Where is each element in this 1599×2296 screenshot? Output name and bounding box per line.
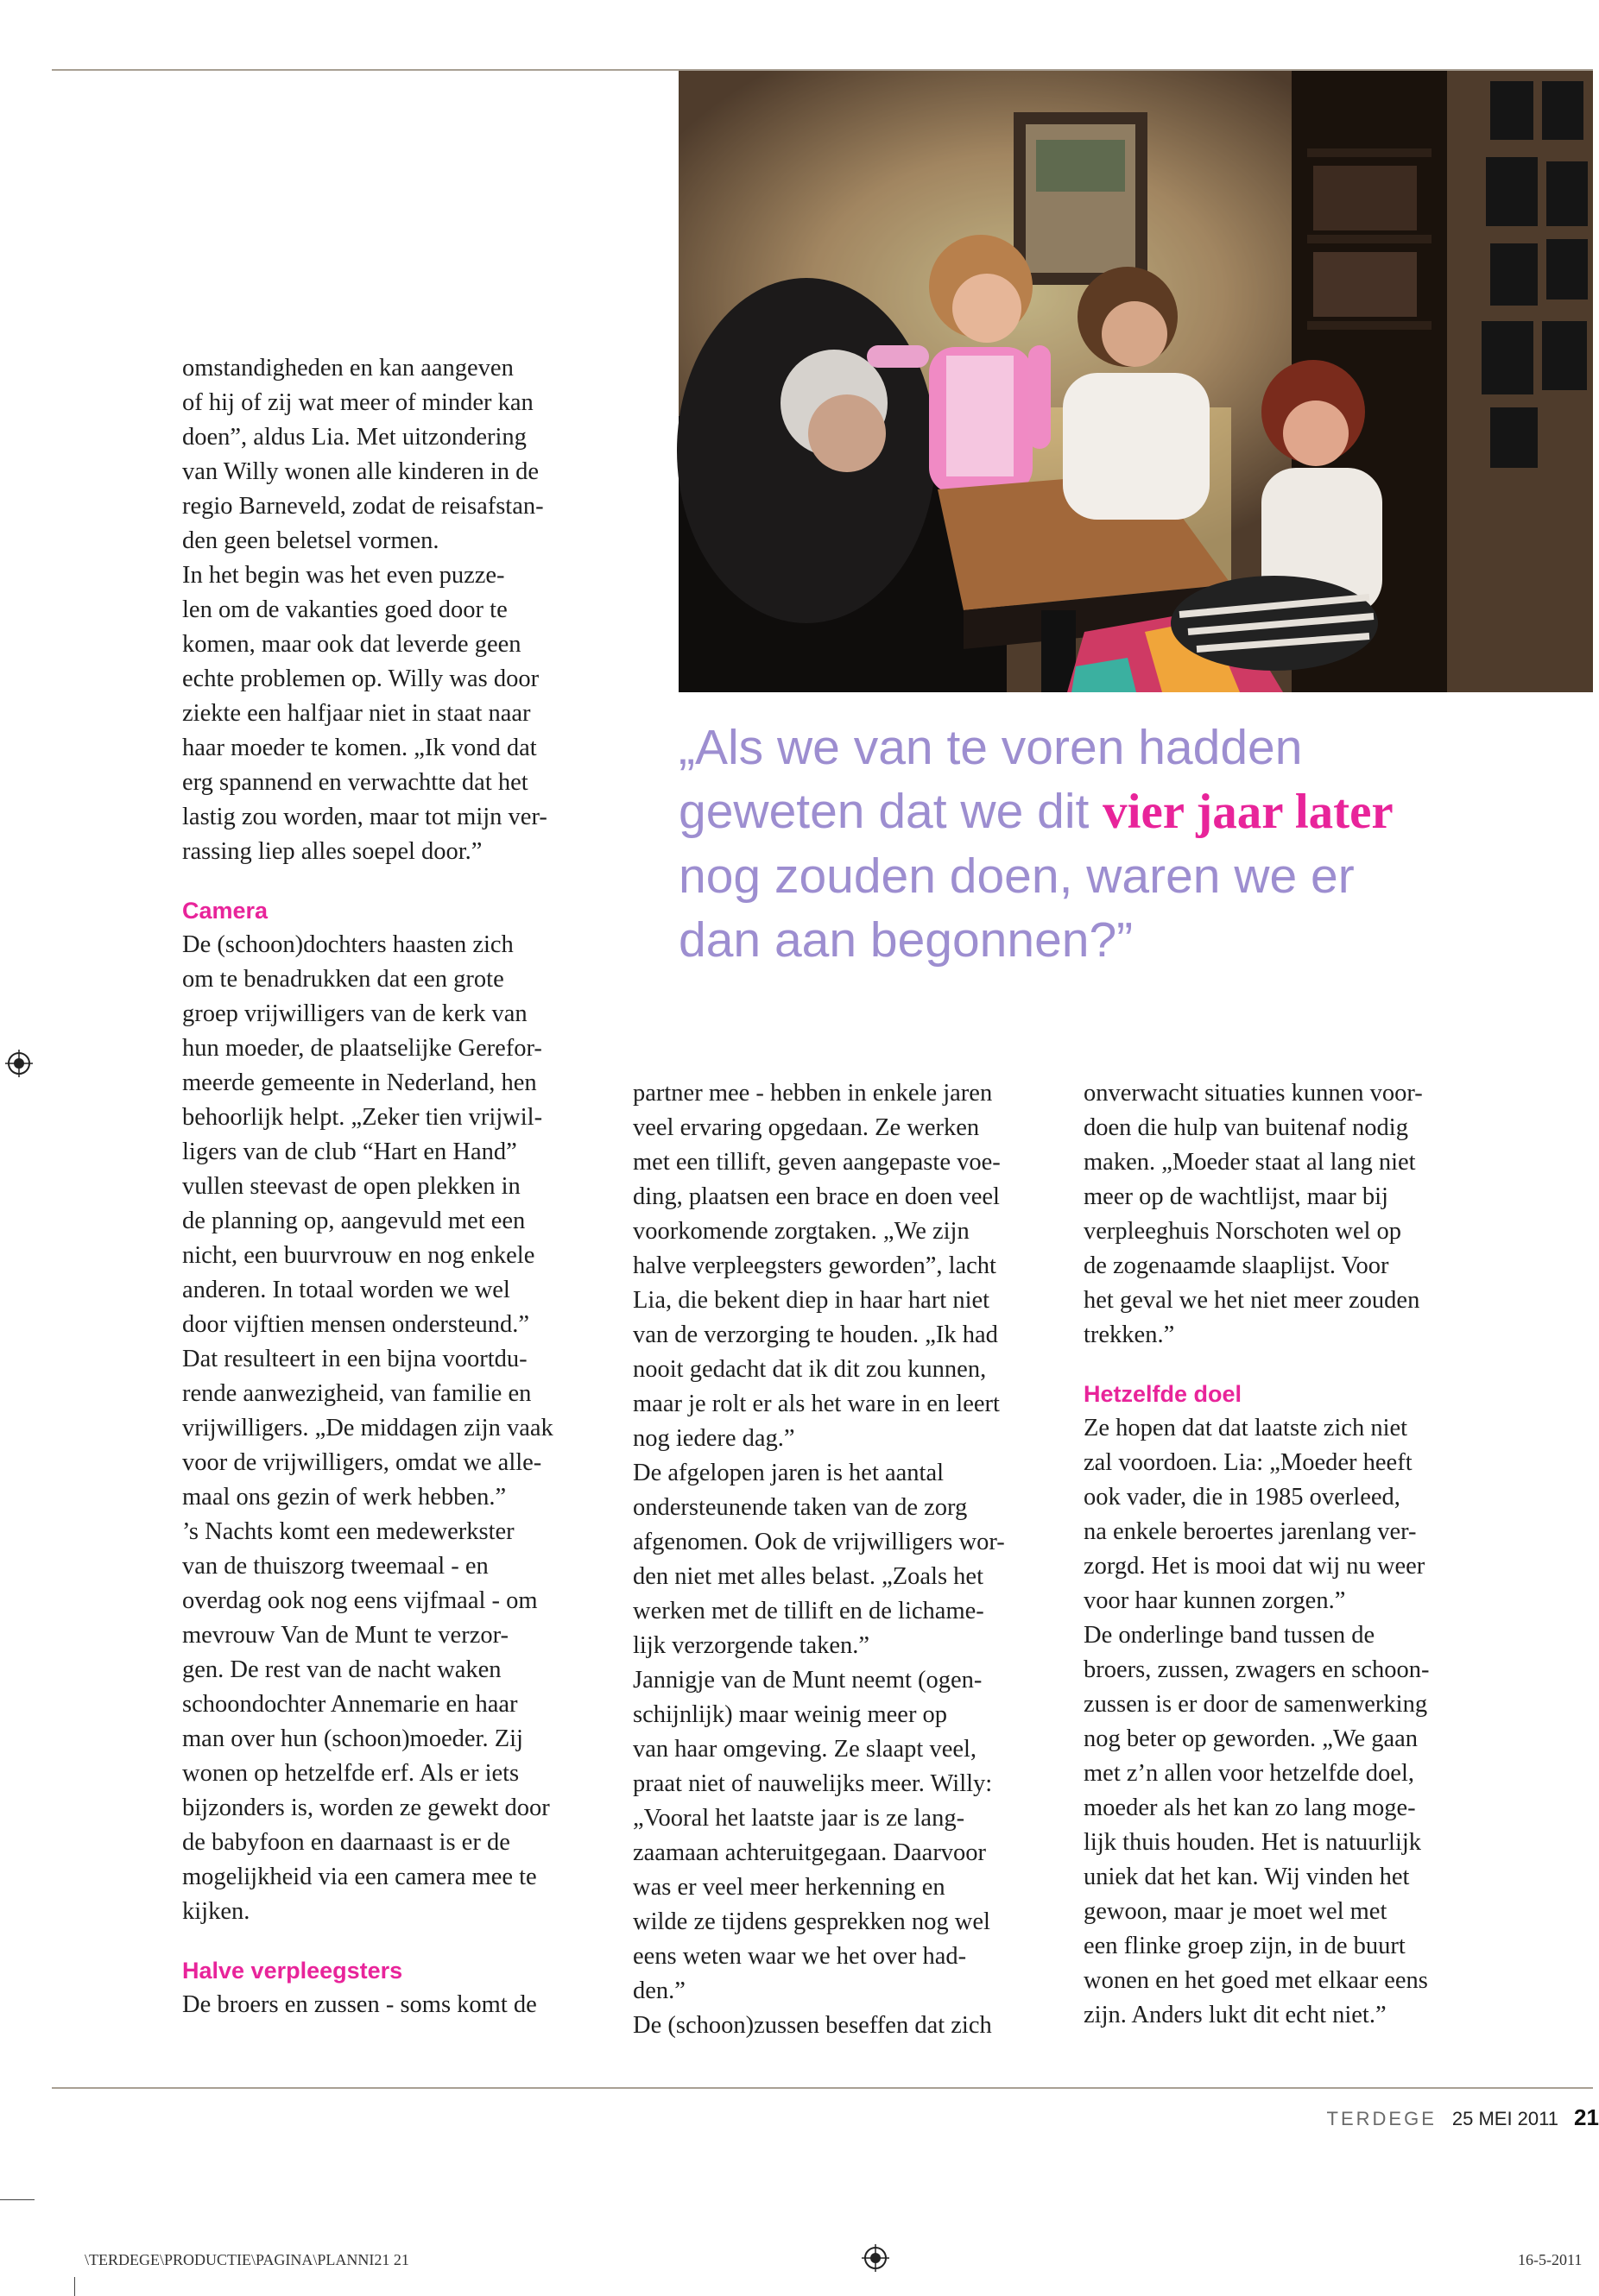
issue-date: 25 MEI 2011 <box>1451 2108 1558 2129</box>
text-line: De broers en zussen - soms komt de <box>182 1991 537 2018</box>
registration-mark-bottom-icon <box>862 2244 889 2272</box>
text-line: Jannigje van de Munt neemt (ogen- <box>633 1667 983 1694</box>
text-line: praat niet of nauwelijks meer. Willy: <box>633 1770 993 1797</box>
text-line: echte problemen op. Willy was door <box>182 665 540 692</box>
text-line: halve verpleegsters geworden”, lacht <box>633 1252 996 1279</box>
text-line: overdag ook nog eens vijfmaal - om <box>182 1587 538 1614</box>
text-line: lastig zou worden, maar tot mijn ver- <box>182 804 547 830</box>
text-line: kijken. <box>182 1898 250 1925</box>
text-line: „Vooral het laatste jaar is ze lang- <box>633 1805 965 1832</box>
text-line: het geval we het niet meer zouden <box>1084 1287 1420 1314</box>
text-line: na enkele beroertes jarenlang ver- <box>1084 1518 1417 1545</box>
text-line: een flinke groep zijn, in de buurt <box>1084 1933 1406 1959</box>
text-line: uniek dat het kan. Wij vinden het <box>1084 1864 1410 1890</box>
text-line: maal ons gezin of werk hebben.” <box>182 1484 507 1511</box>
column3-intro <box>1084 1076 1515 1353</box>
text-line: zaamaan achteruitgegaan. Daarvoor <box>633 1839 987 1866</box>
text-line: groep vrijwilligers van de kerk van <box>182 1000 528 1027</box>
text-line: eens weten waar we het over had- <box>633 1943 967 1970</box>
text-line: was er veel meer herkenning en <box>633 1874 945 1901</box>
text-line: met een tillift, geven aangepaste voe- <box>633 1149 1001 1176</box>
photo-illustration <box>679 71 1593 692</box>
text-line: meer op de wachtlijst, maar bij <box>1084 1183 1388 1210</box>
slug-path: \TERDEGE\PRODUCTIE\PAGINA\PLANNI21 21 <box>85 2251 409 2268</box>
text-line: voor de vrijwilligers, omdat we alle- <box>182 1449 542 1476</box>
article-column-3 <box>1084 1076 1515 2033</box>
text-line: De onderlinge band tussen de <box>1084 1622 1375 1649</box>
quote-line-1: „Als we van te voren hadden <box>679 720 1303 775</box>
text-line: om te benadrukken dat een grote <box>182 966 504 993</box>
quote-line-2 <box>679 779 1593 844</box>
text-line: gewoon, maar je moet wel met <box>1084 1898 1387 1925</box>
quote-highlight: vier jaar later <box>1103 785 1394 839</box>
column1-halve-text <box>182 1988 604 2022</box>
column3-doel-text <box>1084 1411 1515 2033</box>
text-line: erg spannend en verwachtte dat het <box>182 769 528 796</box>
text-line: of hij of zij wat meer of minder kan <box>182 389 534 416</box>
slug-date: 16-5-2011 <box>1518 2251 1583 2268</box>
text-line: van haar omgeving. Ze slaapt veel, <box>633 1736 977 1763</box>
text-line: voorkomende zorgtaken. „We zijn <box>633 1218 970 1245</box>
text-line: broers, zussen, zwagers en schoon- <box>1084 1656 1430 1683</box>
text-line: nog iedere dag.” <box>633 1425 795 1452</box>
text-line: gen. De rest van de nacht waken <box>182 1656 502 1683</box>
text-line: doen”, aldus Lia. Met uitzondering <box>182 424 527 451</box>
text-line: wonen op hetzelfde erf. Als er iets <box>182 1760 520 1787</box>
text-line: vrijwilligers. „De middagen zijn vaak <box>182 1415 553 1441</box>
page-footer <box>1326 2104 1599 2139</box>
text-line: trekken.” <box>1084 1321 1175 1348</box>
text-line: ook vader, die in 1985 overleed, <box>1084 1484 1400 1511</box>
text-line: ziekte een halfjaar niet in staat naar <box>182 700 531 727</box>
text-line: den.” <box>633 1977 686 2004</box>
text-line: de planning op, aangevuld met een <box>182 1208 526 1234</box>
text-line: van de thuiszorg tweemaal - en <box>182 1553 489 1580</box>
quote-line-2-text: geweten dat we dit <box>679 784 1103 839</box>
text-line: verpleeghuis Norschoten wel op <box>1084 1218 1402 1245</box>
text-line: de babyfoon en daarnaast is er de <box>182 1829 510 1856</box>
text-line: zussen is er door de samenwerking <box>1084 1691 1428 1718</box>
text-line: de zogenaamde slaaplijst. Voor <box>1084 1252 1389 1279</box>
text-line: afgenomen. Ook de vrijwilligers wor- <box>633 1529 1005 1555</box>
text-line: doen die hulp van buitenaf nodig <box>1084 1114 1408 1141</box>
text-line: omstandigheden en kan aangeven <box>182 355 514 382</box>
text-line: onverwacht situaties kunnen voor- <box>1084 1080 1423 1107</box>
registration-mark-left-icon <box>5 1050 33 1077</box>
text-line: met z’n allen voor hetzelfde doel, <box>1084 1760 1414 1787</box>
family-photo <box>679 71 1593 692</box>
text-line: mogelijkheid via een camera mee te <box>182 1864 537 1890</box>
text-line: zijn. Anders lukt dit echt niet.” <box>1084 2002 1387 2028</box>
text-line: ondersteunende taken van de zorg <box>633 1494 968 1521</box>
column2-text <box>633 1076 1058 2043</box>
text-line: meerde gemeente in Nederland, hen <box>182 1069 537 1096</box>
text-line: zal voordoen. Lia: „Moeder heeft <box>1084 1449 1413 1476</box>
text-line: wilde ze tijdens gesprekken nog wel <box>633 1908 990 1935</box>
text-line: wonen en het goed met elkaar eens <box>1084 1967 1428 1994</box>
magazine-name: TERDEGE <box>1326 2108 1437 2129</box>
text-line: vullen steevast de open plekken in <box>182 1173 521 1200</box>
text-line: van Willy wonen alle kinderen in de <box>182 458 540 485</box>
text-line: zorgd. Het is mooi dat wij nu weer <box>1084 1553 1425 1580</box>
text-line: hun moeder, de plaatselijke Gerefor- <box>182 1035 542 1062</box>
text-line: bijzonders is, worden ze gewekt door <box>182 1795 550 1821</box>
text-line: rende aanwezigheid, van familie en <box>182 1380 532 1407</box>
text-line: anderen. In totaal worden we wel <box>182 1277 510 1303</box>
text-line: behoorlijk helpt. „Zeker tien vrijwil- <box>182 1104 543 1131</box>
text-line: veel ervaring opgedaan. Ze werken <box>633 1114 980 1141</box>
text-line: In het begin was het even puzze- <box>182 562 505 589</box>
text-line: De (schoon)zussen beseffen dat zich <box>633 2012 992 2039</box>
text-line: partner mee - hebben in enkele jaren <box>633 1080 993 1107</box>
quote-line-3: nog zouden doen, waren we er <box>679 848 1355 904</box>
text-line: den geen beletsel vormen. <box>182 527 439 554</box>
subheading-halve-verpleegsters: Halve verpleegsters <box>182 1958 403 1984</box>
text-line: voor haar kunnen zorgen.” <box>1084 1587 1346 1614</box>
subheading-camera: Camera <box>182 898 269 924</box>
subheading-hetzelfde-doel: Hetzelfde doel <box>1084 1381 1242 1407</box>
text-line: lijk thuis houden. Het is natuurlijk <box>1084 1829 1422 1856</box>
text-line: De afgelopen jaren is het aantal <box>633 1460 945 1486</box>
text-line: man over hun (schoon)moeder. Zij <box>182 1725 523 1752</box>
text-line: Dat resulteert in een bijna voortdu- <box>182 1346 528 1372</box>
text-line: len om de vakanties goed door te <box>182 596 508 623</box>
article-column-1 <box>182 351 604 2022</box>
text-line: Lia, die bekent diep in haar hart niet <box>633 1287 990 1314</box>
text-line: ligers van de club “Hart en Hand” <box>182 1139 517 1165</box>
pull-quote <box>679 716 1593 972</box>
text-line: Ze hopen dat dat laatste zich niet <box>1084 1415 1408 1441</box>
text-line: schijnlijk) maar weinig meer op <box>633 1701 948 1728</box>
text-line: De (schoon)dochters haasten zich <box>182 931 514 958</box>
text-line: maar je rolt er als het ware in en leert <box>633 1391 1000 1417</box>
text-line: van de verzorging te houden. „Ik had <box>633 1321 998 1348</box>
quote-line-4: dan aan begonnen?” <box>679 912 1134 968</box>
column1-intro <box>182 351 604 869</box>
text-line: nooit gedacht dat ik dit zou kunnen, <box>633 1356 987 1383</box>
bottom-rule <box>52 2087 1593 2089</box>
article-column-2 <box>633 1076 1058 2043</box>
text-line: den niet met alles belast. „Zoals het <box>633 1563 983 1590</box>
crop-mark-bottom <box>74 2277 75 2296</box>
text-line: haar moeder te komen. „Ik vond dat <box>182 735 537 761</box>
page-number: 21 <box>1574 2104 1599 2130</box>
text-line: komen, maar ook dat leverde geen <box>182 631 521 658</box>
text-line: ding, plaatsen een brace en doen veel <box>633 1183 1000 1210</box>
text-line: lijk verzorgende taken.” <box>633 1632 870 1659</box>
text-line: ’s Nachts komt een medewerkster <box>182 1518 515 1545</box>
text-line: werken met de tillift en de lichame- <box>633 1598 984 1624</box>
text-line: mevrouw Van de Munt te verzor- <box>182 1622 509 1649</box>
crop-mark-left <box>0 2199 35 2200</box>
text-line: regio Barneveld, zodat de reisafstan- <box>182 493 544 520</box>
text-line: nog beter op geworden. „We gaan <box>1084 1725 1419 1752</box>
text-line: schoondochter Annemarie en haar <box>182 1691 518 1718</box>
text-line: door vijftien mensen ondersteund.” <box>182 1311 530 1338</box>
text-line: maken. „Moeder staat al lang niet <box>1084 1149 1416 1176</box>
column1-camera-text <box>182 928 604 1929</box>
text-line: nicht, een buurvrouw en nog enkele <box>182 1242 535 1269</box>
text-line: moeder als het kan zo lang moge- <box>1084 1795 1416 1821</box>
text-line: rassing liep alles soepel door.” <box>182 838 483 865</box>
